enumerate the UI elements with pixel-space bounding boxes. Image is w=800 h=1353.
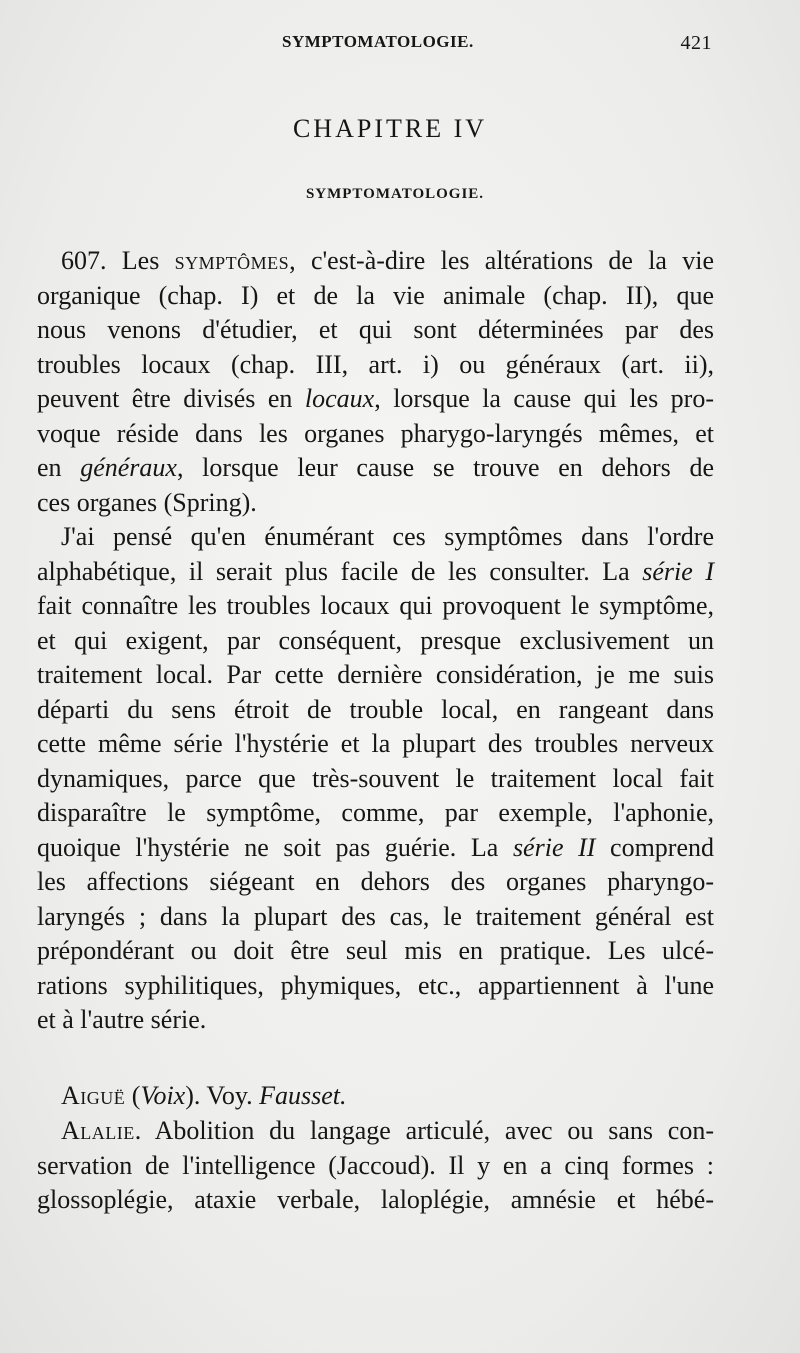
paragraph-607 — [37, 244, 714, 520]
italic-term: série II — [512, 832, 596, 862]
text-line: rations syphilitiques, phymiques, etc., appartiennent à l'une — [37, 970, 714, 1000]
text-line: départi du sens étroit de trouble local, en rangeant dans — [37, 694, 714, 724]
entry-alalie — [37, 1114, 714, 1218]
text-line: organique (chap. I) et de la vie animale (chap. II), que — [37, 280, 714, 310]
italic-term: série I — [642, 556, 714, 586]
smallcaps-term: symptômes — [174, 246, 290, 275]
text-line: peuvent être divisés en locaux, lorsque la cause qui les pro- — [37, 384, 714, 413]
page-number: 421 — [680, 32, 712, 54]
text-line: et à l'autre série. — [37, 1005, 207, 1034]
section-heading: SYMPTOMATOLOGIE. — [305, 186, 485, 202]
text-line: fait connaître les troubles locaux qui provoquent le symptôme, — [37, 591, 714, 620]
text-line: 607. Les symptômes, c'est-à-dire les altérations de la vie — [61, 246, 715, 275]
cross-reference: Fausset. — [259, 1081, 347, 1110]
text-line: et qui exigent, par conséquent, presque exclusivement un — [37, 625, 714, 655]
italic-term: locaux — [304, 384, 375, 413]
running-title: SYMPTOMATOLOGIE. — [282, 32, 474, 51]
text-line: quoique l'hystérie ne soit pas guérie. La série II comprend — [37, 832, 715, 862]
text-line: voque réside dans les organes pharygo-laryngés mêmes, et — [37, 418, 714, 448]
entry-term: Alalie — [61, 1116, 135, 1145]
text-line: disparaître le symptôme, comme, par exemple, l'aphonie, — [37, 798, 714, 827]
text-line: traitement local. Par cette dernière considération, je me suis — [37, 660, 714, 689]
text-line: cette même série l'hystérie et la plupart des troubles nerveux — [37, 729, 714, 758]
text-line: ces organes (Spring). — [37, 487, 257, 517]
text-line: troubles locaux (chap. III, art. i) ou généraux (art. ii), — [37, 349, 714, 379]
italic-term: généraux — [80, 453, 177, 482]
text-line: servation de l'intelligence (Jaccoud). Il y en a cinq formes : — [37, 1150, 714, 1180]
text-line: Alalie. Abolition du langage articulé, avec ou sans con- — [61, 1116, 714, 1145]
text-line: alphabétique, il serait plus facile de les consulter. La série I — [37, 556, 714, 586]
chapter-heading: CHAPITRE IV — [292, 114, 488, 143]
text-line: nous venons d'étudier, et qui sont déterminées par des — [37, 315, 714, 344]
text-line: glossoplégie, ataxie verbale, laloplégie, amnésie et hébé- — [37, 1185, 714, 1214]
entry-term: Aiguë — [61, 1081, 126, 1110]
entry-aigue: Aiguë (Voix). Voy. Fausset. — [61, 1081, 347, 1110]
paragraph-series — [37, 520, 714, 1038]
text-line: J'ai pensé qu'en énumérant ces symptômes dans l'ordre — [61, 522, 714, 551]
text-line: dynamiques, parce que très-souvent le traitement local fait — [37, 763, 714, 793]
text-line: laryngés ; dans la plupart des cas, le traitement général est — [37, 901, 714, 931]
text-line: en généraux, lorsque leur cause se trouve en dehors de — [37, 453, 714, 482]
text-line: prépondérant ou doit être seul mis en pratique. Les ulcé- — [37, 936, 714, 965]
text-line: les affections siégeant en dehors des organes pharyngo- — [37, 867, 714, 896]
